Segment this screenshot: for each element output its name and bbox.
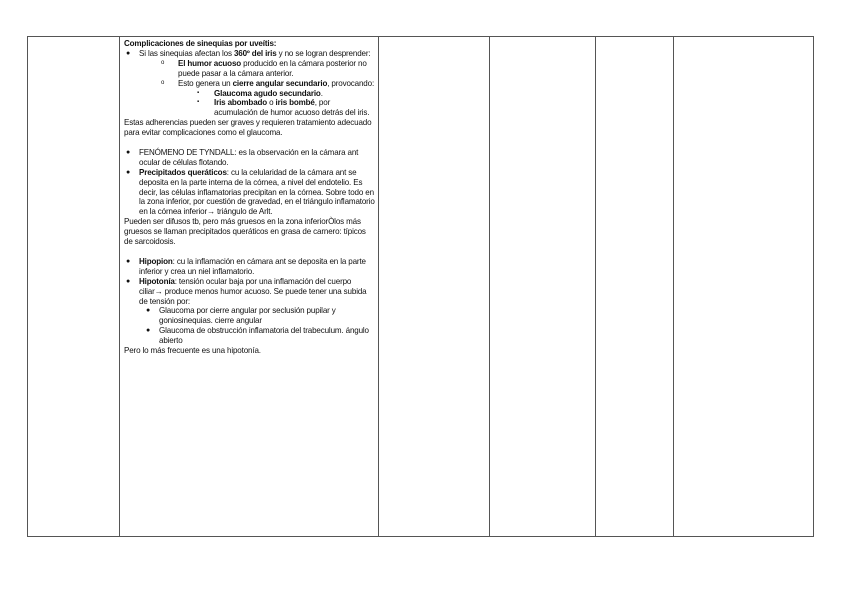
table-cell-empty-6: [674, 37, 813, 536]
paragraph-difusos: Pueden ser difusos tb, pero más gruesos en la zona inferiorÒlos más gruesos se llaman precipitados queráticos en grasa de carnero: típicos de sarcoidosis.: [124, 217, 366, 247]
list-item: ▪ Iris abombado o iris bombé, por acumulación de humor acuoso detrás del iris.: [197, 98, 370, 118]
table-cell-empty-5: [596, 37, 674, 536]
bullet-icon: ●: [126, 257, 131, 265]
list-item: ● Glaucoma de obstrucción inflamatoria del trabeculum. ángulo abierto: [146, 326, 369, 346]
list-item: ▪ Glaucoma agudo secundario.: [197, 88, 323, 98]
bullet-icon: ●: [126, 49, 131, 57]
bullet-icon: ●: [126, 277, 131, 285]
table-cell-empty-4: [490, 37, 596, 536]
paragraph-final: Pero lo más frecuente es una hipotonía.: [124, 346, 261, 356]
bullet-icon: ●: [146, 327, 151, 335]
list-item: o Esto genera un cierre angular secundario, provocando:: [161, 78, 375, 88]
bullet-icon: ●: [126, 168, 131, 176]
notes-table: [27, 36, 814, 537]
list-item: ● Glaucoma por cierre angular por seclusión pupilar y goniosinequias. cierre angular: [146, 306, 336, 326]
circle-bullet-icon: o: [161, 79, 165, 86]
square-bullet-icon: ▪: [197, 89, 199, 96]
table-cell-empty-3: [379, 37, 490, 536]
square-bullet-icon: ▪: [197, 99, 199, 106]
list-item: ● FENÓMENO DE TYNDALL: es la observación en la cámara ant ocular de células flotando.: [126, 147, 359, 167]
section-title: Complicaciones de sinequias por uveítis:: [124, 39, 277, 48]
bullet-icon: ●: [126, 148, 131, 156]
table-cell-content: [120, 37, 379, 536]
bullet-icon: ●: [146, 307, 151, 315]
table-cell-empty-1: [28, 37, 120, 536]
list-item: ● Hipopion: cu la inflamación en cámara ant se deposita en la parte inferior y crea un niel inflamatorio.: [126, 256, 366, 276]
paragraph-adherencias: Estas adherencias pueden ser graves y requieren tratamiento adecuado para evitar complicaciones como el glaucoma.: [124, 118, 372, 138]
circle-bullet-icon: o: [161, 59, 165, 66]
list-item: ● Si las sinequias afectan los 360º del iris y no se logran desprender:: [126, 48, 371, 58]
list-item: o El humor acuoso producido en la cámara posterior no puede pasar a la cámara anterior.: [161, 58, 367, 78]
list-item: ● Hipotonía: tensión ocular baja por una inflamación del cuerpo ciliar→ produce menos humor acuoso. Se puede tener una subida de tensión por:: [126, 276, 367, 306]
list-item: ● Precipitados queráticos: cu la celularidad de la cámara ant se deposita en la parte interna de la córnea, a nivel del endotelio. Es decir, las células inflamatorias precipitan en la córnea. Sobre todo en la zona inferior, por cuestión de gravedad, en el triángulo inflamatorio en la córnea inferior→ triángulo de Arlt.: [126, 167, 375, 217]
